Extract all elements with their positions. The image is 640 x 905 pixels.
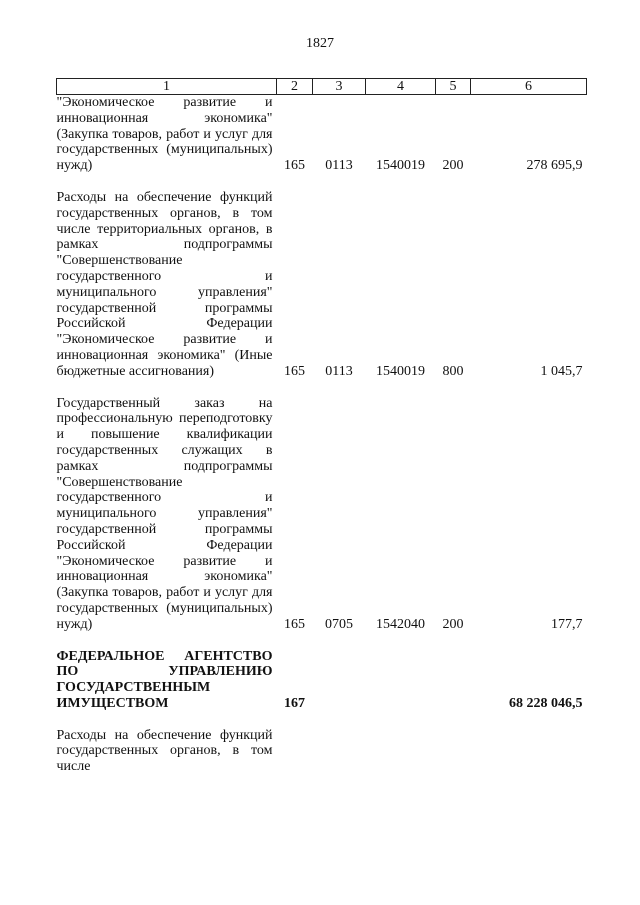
row-amount: 68 228 046,5 <box>509 695 583 711</box>
row-ministry-code: 165 <box>284 616 305 632</box>
row-amount: 177,7 <box>551 616 583 632</box>
row-ministry-code <box>277 728 313 775</box>
table-header <box>57 79 587 95</box>
page-number: 1827 <box>306 36 334 51</box>
row-amount <box>471 728 587 775</box>
row-section-code <box>313 649 366 712</box>
row-target-code: 1542040 <box>376 616 425 632</box>
header-col-1: 1 <box>57 79 277 95</box>
row-description: Расходы на обеспечение функций государственных органов, в том числе территориальных органов, в рамках подпрограммы "Совершенствование государственного и муниципального управления" государственной программы Российской Федерации "Экономическое развитие и инновационная экономика" (Иные бюджетные ассигнования) <box>56 189 273 379</box>
row-target-code: 1540019 <box>376 158 425 174</box>
row-description: Государственный заказ на профессиональную переподготовку и повышение квалификации государственных служащих в рамках подпрограммы "Совершенствование государственного и муниципального управления" государственной программы Российской Федерации "Экономическое развитие и инновационная экономика" (Закупка товаров, работ и услуг для государственных (муниципальных) нужд) <box>56 395 273 632</box>
row-description: Расходы на обеспечение функций государственных органов, в том числе <box>56 727 273 775</box>
header-col-6: 6 <box>471 79 587 95</box>
row-target-code <box>366 649 436 712</box>
row-spacer <box>57 633 587 649</box>
row-expense-type: 800 <box>442 363 464 379</box>
header-col-5: 5 <box>436 79 471 95</box>
budget-table <box>56 78 587 775</box>
row-expense-type <box>436 649 471 712</box>
row-amount: 1 045,7 <box>540 363 583 379</box>
row-spacer <box>57 712 587 728</box>
row-section-code: 0705 <box>325 616 353 632</box>
header-row <box>57 79 587 95</box>
row-spacer <box>57 174 587 190</box>
row-section-code: 0113 <box>325 363 353 379</box>
row-target-code: 1540019 <box>376 363 425 379</box>
row-description: ФЕДЕРАЛЬНОЕ АГЕНТСТВО ПО УПРАВЛЕНИЮ ГОСУДАРСТВЕННЫМ ИМУЩЕСТВОМ <box>56 648 273 711</box>
table-row <box>57 95 587 174</box>
table-body <box>57 95 587 776</box>
row-ministry-code: 167 <box>284 695 305 711</box>
table-row-agency <box>57 649 587 712</box>
row-amount: 278 695,9 <box>526 158 583 174</box>
row-section-code <box>313 728 366 775</box>
table-row <box>57 396 587 633</box>
row-expense-type: 200 <box>442 616 464 632</box>
row-ministry-code: 165 <box>284 363 305 379</box>
row-section-code: 0113 <box>325 158 353 174</box>
row-spacer <box>57 380 587 396</box>
header-col-4: 4 <box>366 79 436 95</box>
row-target-code <box>366 728 436 775</box>
table-row <box>57 728 587 775</box>
row-ministry-code: 165 <box>284 158 305 174</box>
header-col-2: 2 <box>277 79 313 95</box>
row-expense-type: 200 <box>442 158 464 174</box>
table-row <box>57 190 587 380</box>
row-expense-type <box>436 728 471 775</box>
header-col-3: 3 <box>313 79 366 95</box>
row-description: "Экономическое развитие и инновационная экономика" (Закупка товаров, работ и услуг для государственных (муниципальных) нужд) <box>56 95 273 174</box>
